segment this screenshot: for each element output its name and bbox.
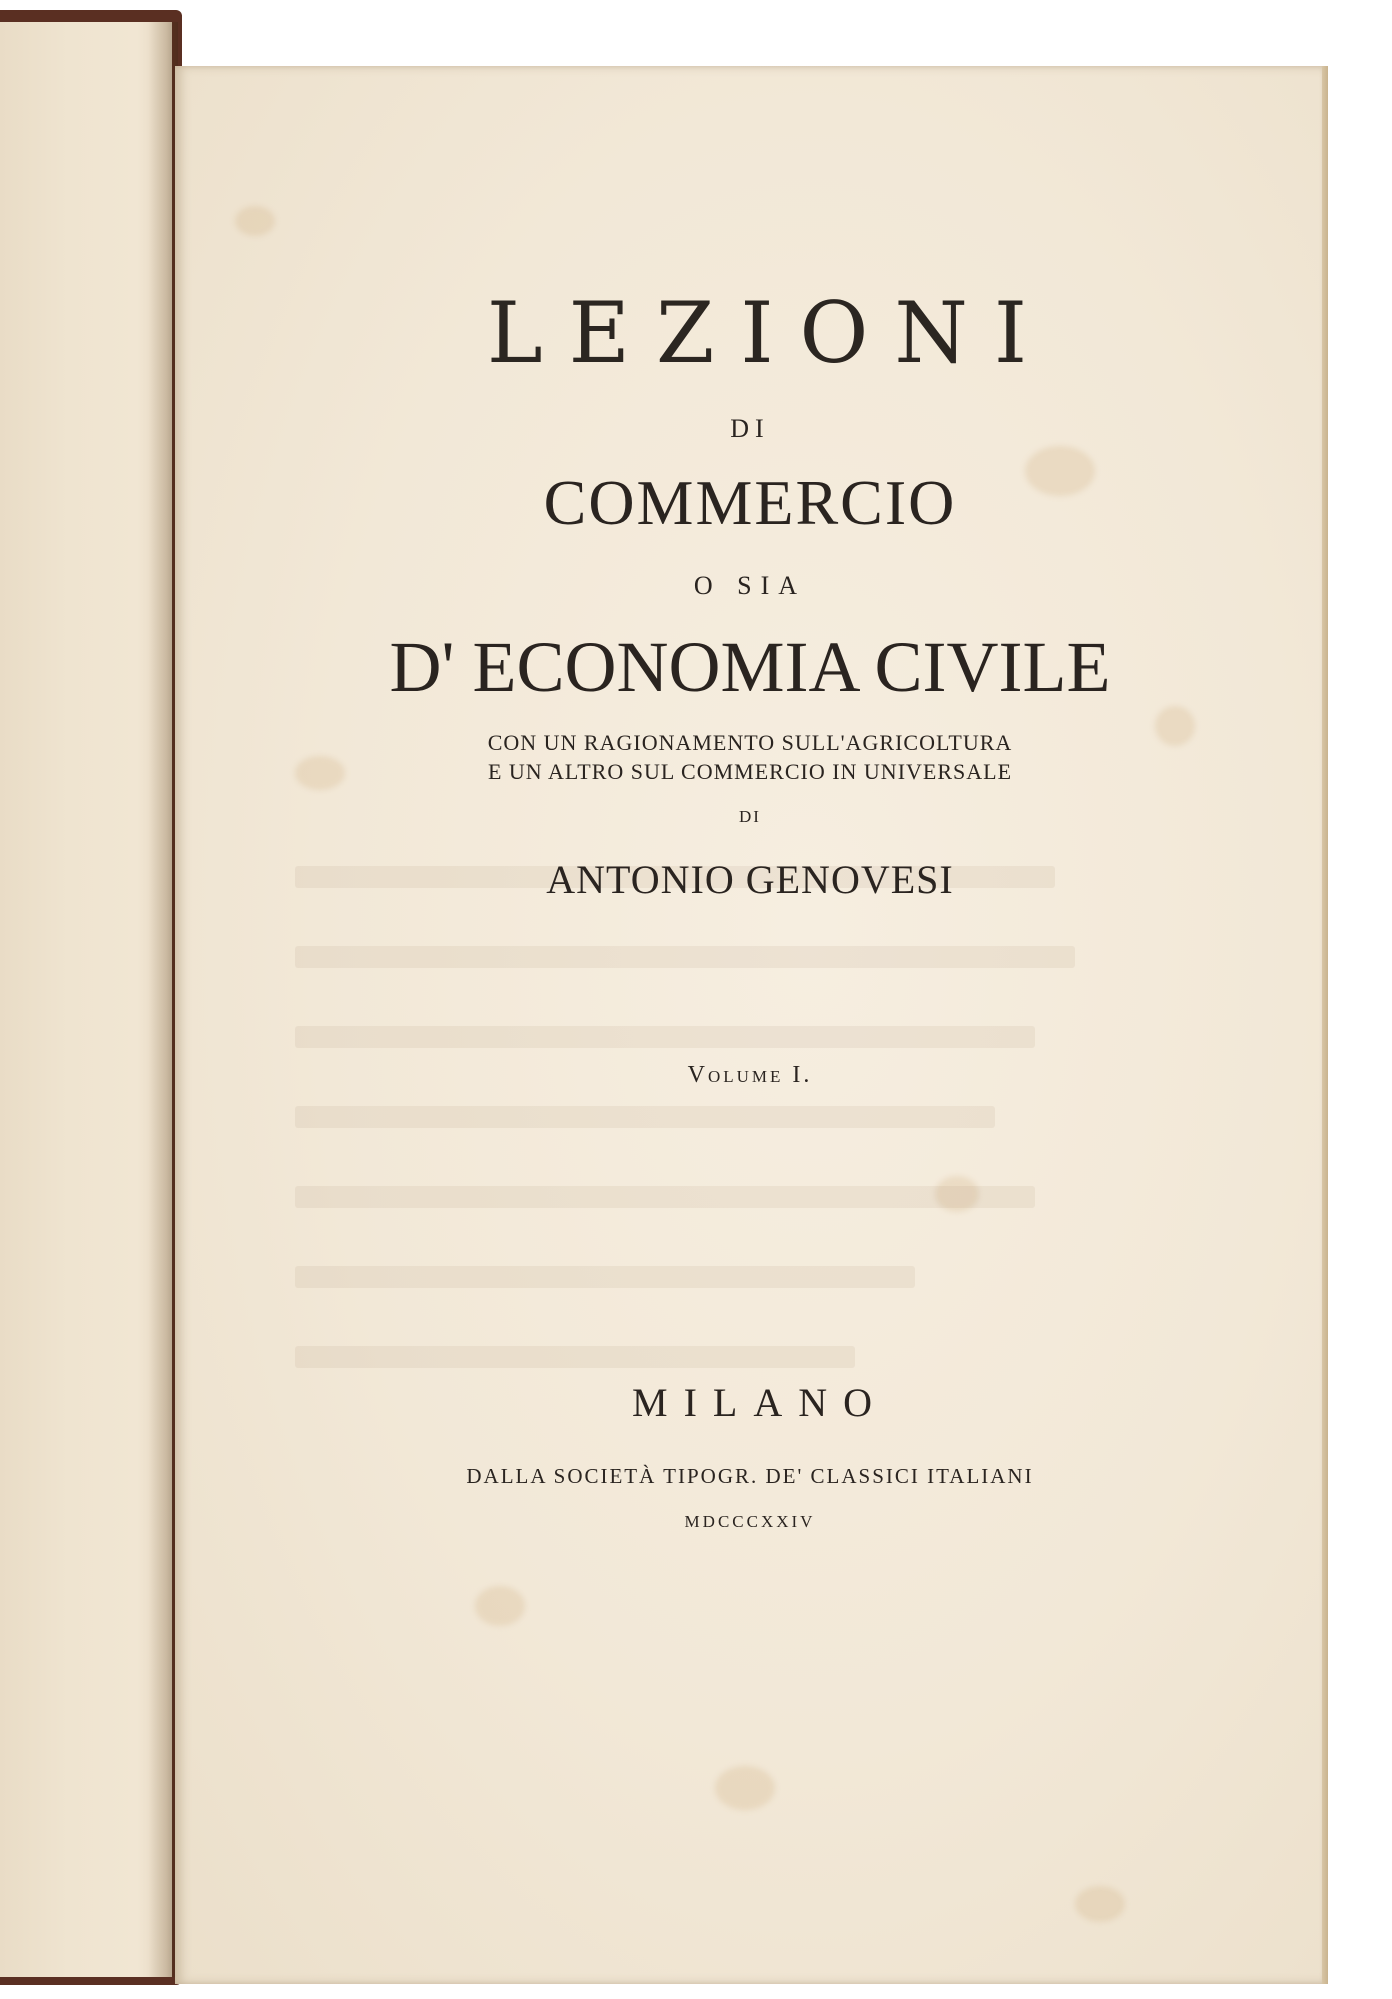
author-name: ANTONIO GENOVESI xyxy=(546,857,954,902)
volume-number: Volume I. xyxy=(687,1062,813,1088)
imprint-publisher: DALLA SOCIETÀ TIPOGR. DE' CLASSICI ITALIANI xyxy=(466,1464,1034,1488)
title-page-text xyxy=(175,66,1325,1984)
book-title: LEZIONI xyxy=(486,284,1054,382)
imprint-place: MILANO xyxy=(632,1380,888,1425)
gutter-shadow xyxy=(148,22,178,1977)
connector-di: DI xyxy=(730,414,770,443)
author-prefix: DI xyxy=(739,807,761,826)
description-line-2: E UN ALTRO SUL COMMERCIO IN UNIVERSALE xyxy=(487,759,1013,784)
book-subtitle: D' ECONOMIA CIVILE xyxy=(389,627,1111,707)
imprint-year: MDCCCXXIV xyxy=(684,1512,816,1531)
connector-o-sia: O SIA xyxy=(693,571,807,600)
blank-flyleaf-page xyxy=(0,22,172,1977)
book-subject: COMMERCIO xyxy=(543,467,957,538)
description-line-1: CON UN RAGIONAMENTO SULL'AGRICOLTURA xyxy=(487,730,1013,755)
